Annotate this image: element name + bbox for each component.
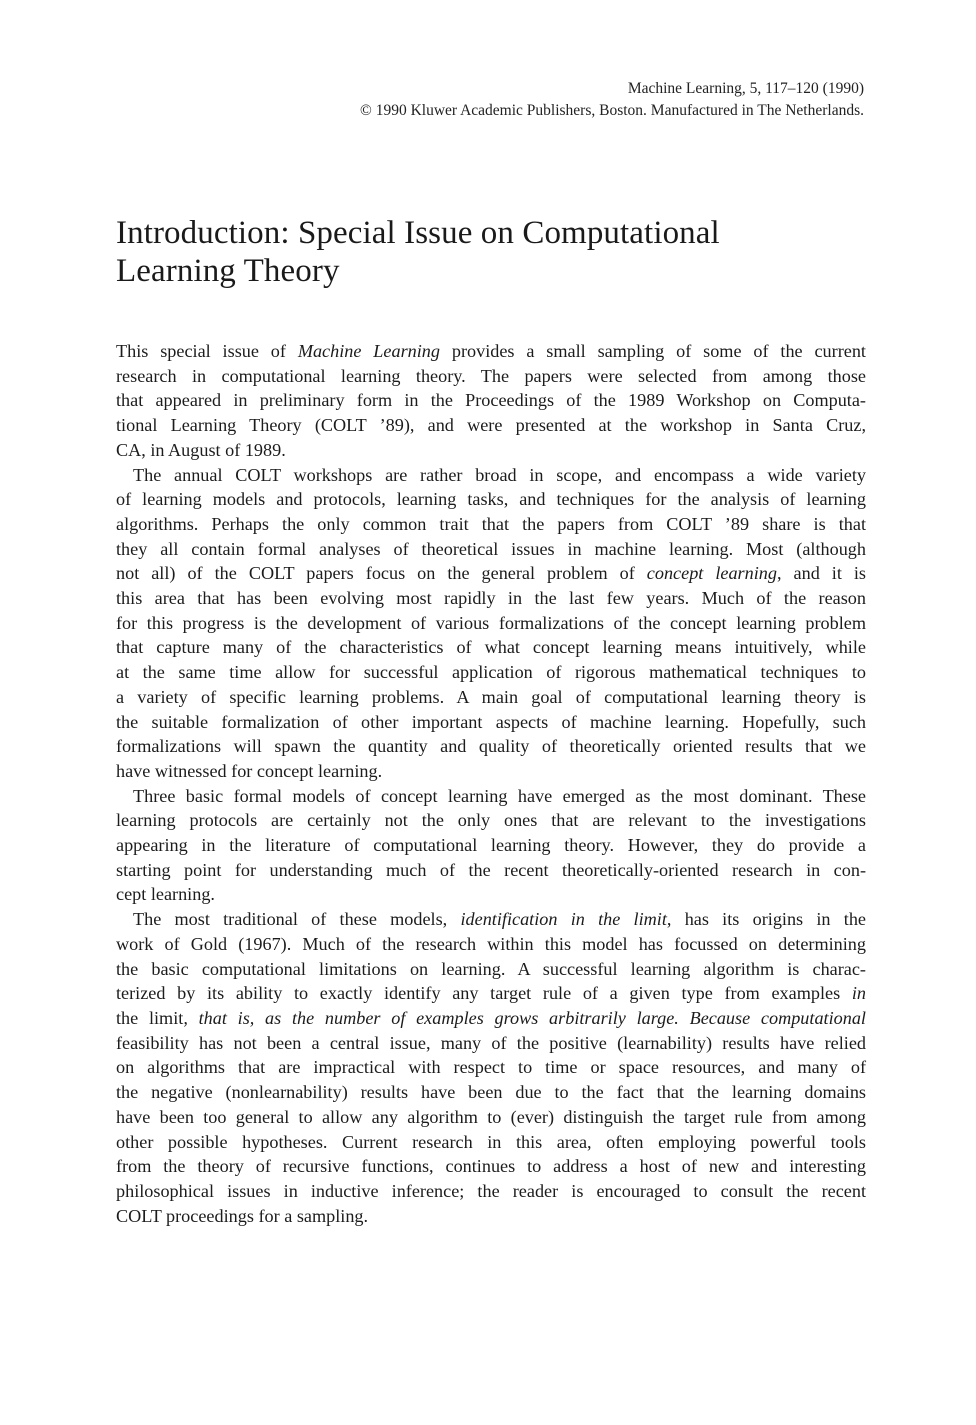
text-line (116, 1031, 866, 1056)
text-segment: The annual COLT workshops are rather broad in scope, and encompass a wide variety (133, 464, 866, 485)
text-segment: appearing in the literature of computational learning theory. However, they do provide a (116, 835, 866, 856)
text-line (116, 685, 866, 710)
text-segment: other possible hypotheses. Current research in this area, often employing powerful tools (116, 1131, 866, 1152)
body-paragraph (116, 907, 866, 1228)
text-line (116, 413, 866, 438)
text-segment: that appeared in preliminary form in the Proceedings of the 1989 Workshop on Computa- (116, 390, 866, 411)
journal-citation: Machine Learning, 5, 117–120 (1990) (627, 80, 864, 97)
text-segment: for this progress is the development of various formalizations of the concept learning problem (116, 612, 866, 633)
text-segment: CA, in August of 1989. (116, 439, 286, 460)
italic-text: Machine Learning (297, 341, 440, 361)
text-line (116, 957, 866, 982)
body-paragraph (116, 784, 866, 908)
text-segment: research in computational learning theory. The papers were selected from among those (116, 365, 866, 386)
text-line (116, 734, 866, 759)
text-segment: of learning models and protocols, learning tasks, and techniques for the analysis of learning (116, 489, 866, 510)
italic-text: identification in the limit (460, 909, 667, 930)
text-segment: algorithms. Perhaps the only common trait that the papers from COLT ’89 share is that (116, 513, 866, 534)
body-paragraph (116, 463, 866, 784)
text-segment: philosophical issues in inductive inference; the reader is encouraged to consult the recent (116, 1180, 866, 1201)
text-line (116, 981, 866, 1006)
text-segment: they all contain formal analyses of theoretical issues in machine learning. Most (although (116, 538, 866, 559)
text-segment: work of Gold (1967). Much of the research within this model has focussed on determining (116, 933, 866, 954)
text-line (116, 463, 866, 488)
text-segment: not all) of the COLT papers focus on the general problem of (116, 563, 647, 584)
text-segment: feasibility has not been a central issue, many of the positive (learnability) results have relied (116, 1032, 866, 1053)
text-line (116, 759, 866, 784)
text-segment: tional Learning Theory (COLT ’89), and were presented at the workshop in Santa Cruz, (116, 415, 866, 436)
text-segment: the limit (116, 1007, 184, 1028)
text-line (116, 388, 866, 413)
text-line (116, 907, 866, 932)
italic-text: , that is, as the number of examples grows arbitrarily large. Because computational (183, 1007, 866, 1028)
text-line (116, 339, 866, 364)
text-line (116, 1154, 866, 1179)
text-segment: the basic computational limitations on learning. A successful learning algorithm is charac- (116, 958, 866, 979)
text-segment: the suitable formalization of other important aspects of machine learning. Hopefully, such (116, 711, 866, 732)
text-line (116, 858, 866, 883)
italic-text: in (851, 983, 866, 1004)
text-line (116, 635, 866, 660)
text-segment: Three basic formal models of concept learning have emerged as the most dominant. These (133, 785, 866, 806)
text-segment: that capture many of the characteristics of what concept learning means intuitively, while (116, 637, 866, 658)
text-segment: This special issue of (116, 341, 298, 361)
text-line (116, 537, 866, 562)
text-segment: have been too general to allow any algorithm to (ever) distinguish the target rule from among (116, 1106, 866, 1127)
text-segment: terized by its ability to exactly identify any target rule of a given type from examples (116, 983, 852, 1004)
text-segment: at the same time allow for successful application of rigorous mathematical techniques to (116, 662, 866, 683)
text-line (116, 586, 866, 611)
article-title-line-2: Learning Theory (116, 253, 340, 289)
text-segment: a variety of specific learning problems. A main goal of computational learning theory is (116, 686, 866, 707)
text-line (116, 1179, 866, 1204)
text-line (116, 932, 866, 957)
text-segment: on algorithms that are impractical with respect to time or space resources, and many of (116, 1057, 866, 1078)
text-line (116, 660, 866, 685)
copyright-notice: © 1990 Kluwer Academic Publishers, Boston. Manufactured in The Netherlands. (360, 102, 864, 119)
text-segment: , and it is (776, 563, 867, 584)
text-segment: COLT proceedings for a sampling. (116, 1205, 369, 1226)
text-line (116, 882, 866, 907)
text-segment: , has its origins in the (666, 909, 866, 930)
text-line (116, 1080, 866, 1105)
text-line (116, 710, 866, 735)
text-segment: from the theory of recursive functions, continues to address a host of new and interesting (116, 1156, 866, 1177)
text-line (116, 611, 866, 636)
text-segment: starting point for understanding much of the recent theoretically-oriented research in con- (116, 859, 866, 880)
text-line (116, 487, 866, 512)
text-segment: the negative (nonlearnability) results have been due to the fact that the learning domains (116, 1082, 866, 1103)
text-line (116, 833, 866, 858)
text-segment: this area that has been evolving most rapidly in the last few years. Much of the reason (116, 588, 866, 609)
article-title-line-1: Introduction: Special Issue on Computational (116, 215, 720, 251)
text-line (116, 561, 866, 586)
text-line (116, 364, 866, 389)
text-segment: have witnessed for concept learning. (116, 760, 383, 781)
text-line (116, 1204, 866, 1229)
article-body (116, 339, 866, 1228)
text-segment: provides a small sampling of some of the current (440, 341, 866, 361)
text-segment: cept learning. (116, 884, 215, 905)
text-segment: The most traditional of these models, (133, 909, 461, 930)
text-line (116, 512, 866, 537)
article-title (116, 214, 816, 290)
text-line (116, 784, 866, 809)
text-line (116, 1055, 866, 1080)
italic-text: concept learning (646, 563, 777, 584)
running-head (360, 78, 864, 122)
text-line (116, 1006, 866, 1031)
text-line (116, 808, 866, 833)
text-line (116, 1130, 866, 1155)
text-segment: learning protocols are certainly not the only ones that are relevant to the investigations (116, 810, 866, 831)
text-segment: formalizations will spawn the quantity and quality of theoretically oriented results that we (116, 736, 866, 757)
body-paragraph (116, 339, 866, 463)
text-line (116, 438, 866, 463)
text-line (116, 1105, 866, 1130)
